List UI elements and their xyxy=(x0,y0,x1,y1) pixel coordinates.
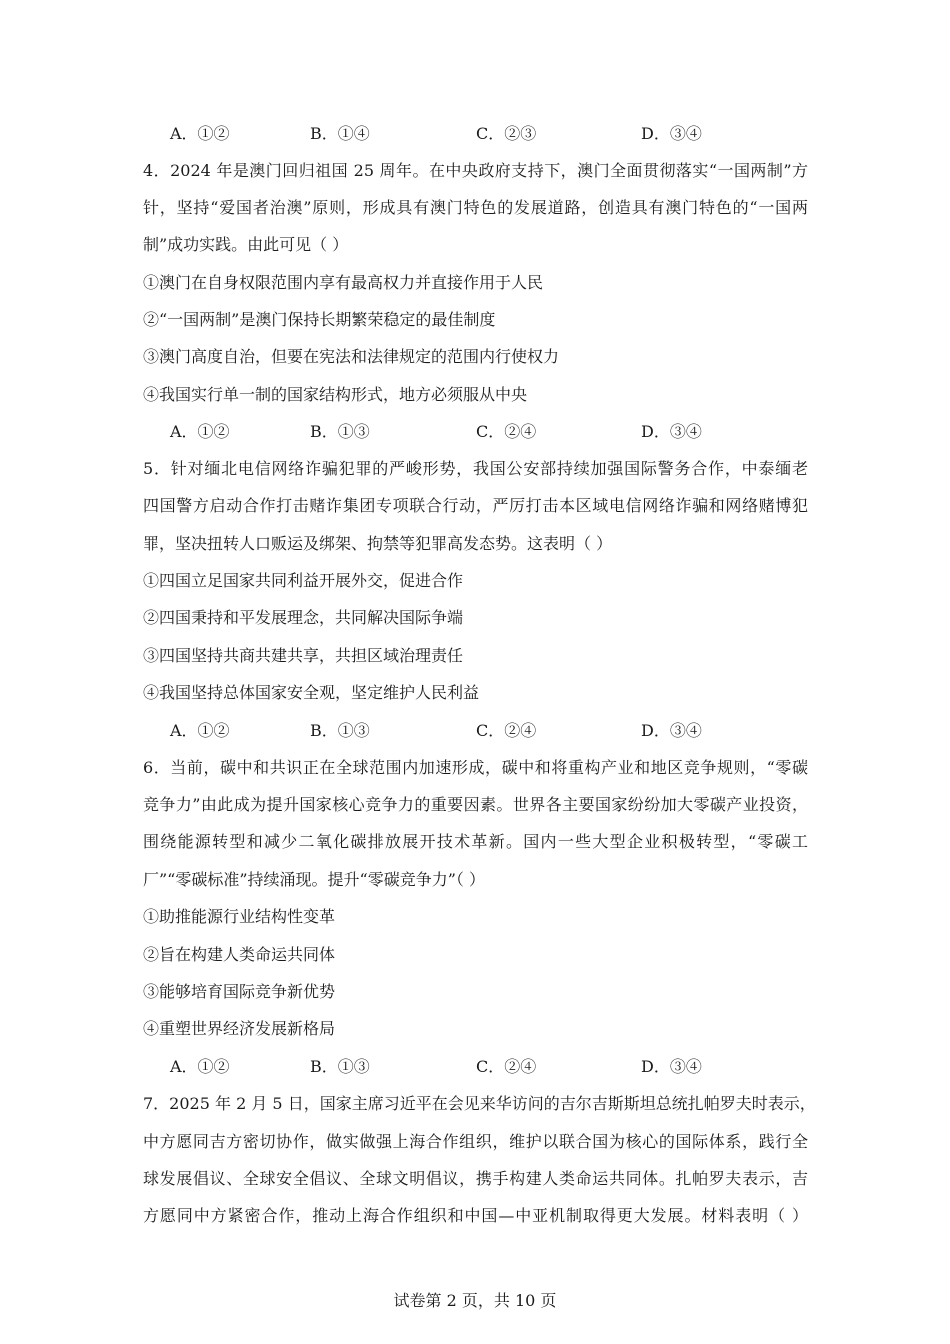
q5-option-d[interactable]: D．③④ xyxy=(641,721,702,740)
q5-statement-1: ①四国立足国家共同利益开展外交，促进合作 xyxy=(143,571,464,590)
q5-option-b[interactable]: B．①③ xyxy=(310,721,370,740)
q7-stem-line-2: 中方愿同吉方密切协作，做实做强上海合作组织，维护以联合国为核心的国际体系，践行全 xyxy=(143,1132,808,1151)
q4-option-b[interactable]: B．①③ xyxy=(310,422,370,441)
q7-stem-line-4: 方愿同中方紧密合作，推动上海合作组织和中国—中亚机制取得更大发展。材料表明（ ） xyxy=(143,1206,808,1225)
q6-statement-3: ③能够培育国际竞争新优势 xyxy=(143,982,336,1001)
q4-stem-line-3: 制”成功实践。由此可见（ ） xyxy=(143,235,349,254)
q5-option-c[interactable]: C．②④ xyxy=(476,721,537,740)
q6-option-a[interactable]: A．①② xyxy=(170,1057,230,1076)
q4-statement-3: ③澳门高度自治，但要在宪法和法律规定的范围内行使权力 xyxy=(143,347,560,366)
q5-statement-2: ②四国秉持和平发展理念，共同解决国际争端 xyxy=(143,608,464,627)
q4-statement-1: ①澳门在自身权限范围内享有最高权力并直接作用于人民 xyxy=(143,273,544,292)
q6-statement-1: ①助推能源行业结构性变革 xyxy=(143,907,336,926)
q4-stem-line-2: 针，坚持“爱国者治澳”原则，形成具有澳门特色的发展道路，创造具有澳门特色的“一国两 xyxy=(143,198,808,217)
q4-statement-4: ④我国实行单一制的国家结构形式，地方必须服从中央 xyxy=(143,385,528,404)
q4-stem-line-1: 4．2024 年是澳门回归祖国 25 周年。在中央政府支持下，澳门全面贯彻落实“一国两制”方 xyxy=(143,161,808,180)
q4-option-d[interactable]: D．③④ xyxy=(641,422,702,441)
q5-stem-line-1: 5．针对缅北电信网络诈骗犯罪的严峻形势，我国公安部持续加强国际警务合作，中泰缅老 xyxy=(143,459,808,478)
q5-statement-4: ④我国坚持总体国家安全观，坚定维护人民利益 xyxy=(143,683,480,702)
q7-stem-line-1: 7．2025 年 2 月 5 日，国家主席习近平在会见来华访问的吉尔吉斯斯坦总统扎帕罗夫时表示， xyxy=(143,1094,816,1113)
q6-option-b[interactable]: B．①③ xyxy=(310,1057,370,1076)
q5-stem-line-2: 四国警方启动合作打击赌诈集团专项联合行动，严厉打击本区域电信网络诈骗和网络赌博犯 xyxy=(143,496,808,515)
q6-stem-line-2: 竞争力”由此成为提升国家核心竞争力的重要因素。世界各主要国家纷纷加大零碳产业投资， xyxy=(143,795,808,814)
q6-option-c[interactable]: C．②④ xyxy=(476,1057,537,1076)
q3-option-d[interactable]: D．③④ xyxy=(641,124,702,143)
q4-option-c[interactable]: C．②④ xyxy=(476,422,537,441)
q6-statement-4: ④重塑世界经济发展新格局 xyxy=(143,1019,336,1038)
q6-stem-line-3: 围绕能源转型和减少二氧化碳排放展开技术革新。国内一些大型企业积极转型，“零碳工 xyxy=(143,832,808,851)
q7-stem-line-3: 球发展倡议、全球安全倡议、全球文明倡议，携手构建人类命运共同体。扎帕罗夫表示，吉 xyxy=(143,1169,808,1188)
q5-stem-line-3: 罪，坚决扭转人口贩运及绑架、拘禁等犯罪高发态势。这表明（ ） xyxy=(143,534,613,553)
q3-option-b[interactable]: B．①④ xyxy=(310,124,370,143)
q3-option-a[interactable]: A．①② xyxy=(170,124,230,143)
q4-statement-2: ②“一国两制”是澳门保持长期繁荣稳定的最佳制度 xyxy=(143,310,496,329)
q6-option-d[interactable]: D．③④ xyxy=(641,1057,702,1076)
q6-stem-line-1: 6．当前，碳中和共识正在全球范围内加速形成，碳中和将重构产业和地区竞争规则，“零碳 xyxy=(143,758,808,777)
q6-statement-2: ②旨在构建人类命运共同体 xyxy=(143,945,336,964)
q6-stem-line-4: 厂”“零碳标准”持续涌现。提升“零碳竞争力”（ ） xyxy=(143,870,485,889)
q5-statement-3: ③四国坚持共商共建共享，共担区域治理责任 xyxy=(143,646,464,665)
q3-option-c[interactable]: C．②③ xyxy=(476,124,537,143)
q5-option-a[interactable]: A．①② xyxy=(170,721,230,740)
q4-option-a[interactable]: A．①② xyxy=(170,422,230,441)
page-footer: 试卷第 2 页，共 10 页 xyxy=(393,1291,557,1310)
